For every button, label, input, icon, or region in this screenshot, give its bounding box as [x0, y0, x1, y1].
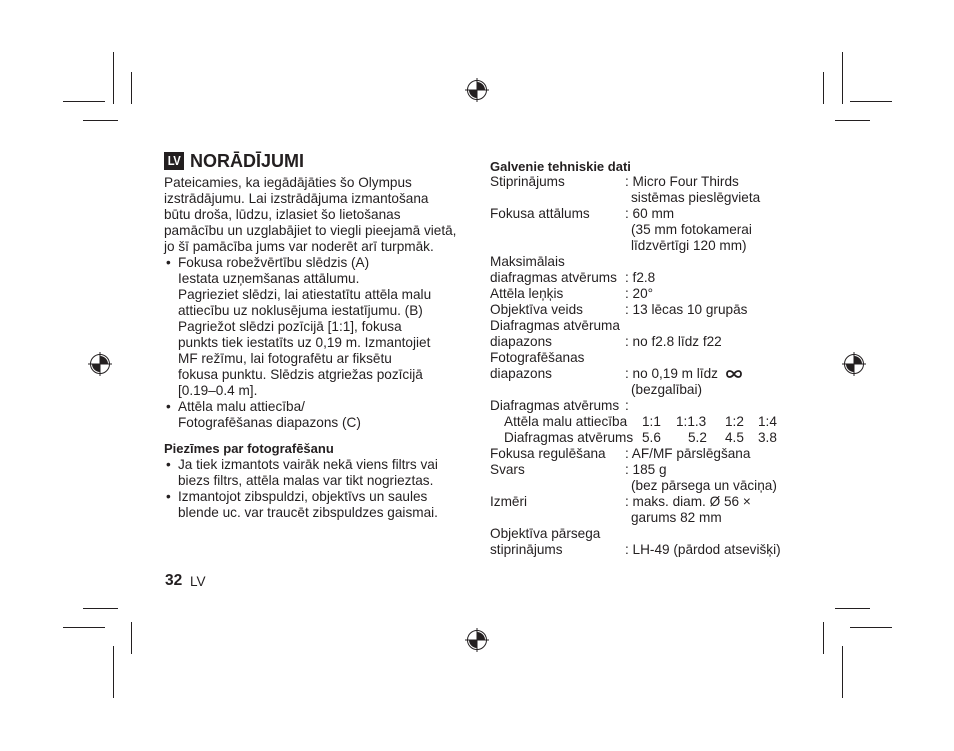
- spec-label: Svars: [490, 462, 525, 477]
- registration-mark-icon: [842, 352, 866, 376]
- crop-mark: [842, 646, 843, 698]
- spec-label: Objektīva pārsega: [490, 526, 601, 541]
- crop-mark: [113, 646, 114, 698]
- spec-label: diafragmas atvērums: [490, 270, 617, 285]
- intro-line: būtu droša, lūdzu, izlasiet šo lietošanas: [164, 207, 401, 222]
- bullet-line: attiecību uz noklusējuma iestatījumu. (B): [178, 303, 423, 318]
- bullet-marker: •: [166, 489, 171, 504]
- bullet-line: Fotografēšanas diapazons (C): [178, 415, 361, 430]
- spec-label: Maksimālais: [490, 254, 565, 269]
- intro-line: jo šī pamācība jums var noderēt arī turpmāk.: [164, 239, 434, 254]
- bullet-marker: •: [166, 255, 171, 270]
- bullet-line: punkts tiek iestatīts uz 0,19 m. Izmantojiet: [178, 335, 431, 350]
- spec-value: :: [625, 398, 629, 413]
- spec-label: Diafragmas atvēruma: [490, 318, 620, 333]
- infinity-icon: [725, 369, 743, 379]
- language-badge: LV: [164, 152, 184, 170]
- bullet-marker: •: [166, 399, 171, 414]
- spec-value: sistēmas pieslēgvieta: [631, 190, 761, 205]
- intro-line: izstrādājumu. Lai izstrādājuma izmantošana: [164, 191, 429, 206]
- spec-value: : 20°: [625, 286, 654, 301]
- note-line: Izmantojot zibspuldzi, objektīvs un saules: [178, 489, 428, 504]
- spec-value: : AF/MF pārslēgšana: [625, 446, 751, 461]
- registration-mark-icon: [465, 78, 489, 102]
- bullet-line: [0.19–0.4 m].: [178, 383, 258, 398]
- intro-line: Pateicamies, ka iegādājāties šo Olympus: [164, 175, 412, 190]
- crop-mark: [823, 72, 824, 104]
- spec-value: : maks. diam. Ø 56 ×: [625, 494, 751, 509]
- registration-mark-icon: [465, 628, 489, 652]
- section-title: NORĀDĪJUMI: [190, 151, 305, 171]
- bullet-line: Fokusa robežvērtību slēdzis (A): [178, 255, 370, 270]
- spec-label: Attēla leņķis: [490, 286, 564, 301]
- spec-label: Fokusa attālums: [490, 206, 590, 221]
- spec-cell: 1:1.3: [676, 414, 707, 429]
- spec-value: : no f2.8 līdz f22: [625, 334, 722, 349]
- bullet-marker: •: [166, 457, 171, 472]
- bullet-line: Pagrieziet slēdzi, lai atiestatītu attēla malu: [178, 287, 432, 302]
- spec-value: : no 0,19 m līdz: [625, 366, 718, 381]
- spec-label: diapazons: [490, 366, 552, 381]
- spec-sublabel: Attēla malu attiecība: [504, 414, 628, 429]
- spec-label: Stiprinājums: [490, 174, 565, 189]
- spec-value: (bezgalībai): [631, 382, 703, 397]
- spec-value: garums 82 mm: [631, 510, 722, 525]
- crop-mark: [835, 608, 870, 609]
- crop-mark: [113, 52, 114, 104]
- crop-mark: [83, 608, 118, 609]
- spec-label: diapazons: [490, 334, 552, 349]
- page-language: LV: [190, 574, 206, 589]
- spec-value: : Micro Four Thirds: [625, 174, 739, 189]
- spec-value: : 185 g: [625, 462, 667, 477]
- bullet-line: Iestata uzņemšanas attālumu.: [178, 271, 360, 286]
- crop-mark: [131, 72, 132, 104]
- spec-value: : 60 mm: [625, 206, 675, 221]
- crop-mark: [63, 627, 105, 628]
- note-line: Ja tiek izmantots vairāk nekā viens filtrs vai: [178, 457, 438, 472]
- registration-mark-icon: [88, 352, 112, 376]
- spec-value: līdzvērtīgi 120 mm): [631, 238, 747, 253]
- crop-mark: [850, 101, 892, 102]
- note-line: biezs filtrs, attēla malas var tikt nogrieztas.: [178, 473, 434, 488]
- spec-value: : LH-49 (pārdod atsevišķi): [625, 542, 781, 557]
- crop-mark: [83, 120, 118, 121]
- spec-label: stiprinājums: [490, 542, 563, 557]
- spec-cell: 1:1: [642, 414, 661, 429]
- intro-line: pamācību un uzglabājiet to viegli pieejamā vietā,: [164, 223, 457, 238]
- spec-value: : 13 lēcas 10 grupās: [625, 302, 748, 317]
- crop-mark: [850, 627, 892, 628]
- bullet-line: Attēla malu attiecība/: [178, 399, 305, 414]
- crop-mark: [842, 52, 843, 104]
- spec-cell: 5.6: [642, 430, 661, 445]
- spec-label: Objektīva veids: [490, 302, 583, 317]
- spec-cell: 4.5: [725, 430, 744, 445]
- spec-sublabel: Diafragmas atvērums: [504, 430, 634, 445]
- spec-label: Diafragmas atvērums: [490, 398, 620, 413]
- spec-label: Fotografēšanas: [490, 350, 585, 365]
- spec-cell: 5.2: [688, 430, 707, 445]
- page-number: 32: [165, 572, 183, 589]
- spec-cell: 1:4: [758, 414, 777, 429]
- spec-cell: 3.8: [758, 430, 777, 445]
- crop-mark: [835, 120, 870, 121]
- bullet-line: Pagriežot slēdzi pozīcijā [1:1], fokusa: [178, 319, 402, 334]
- bullet-line: MF režīmu, lai fotografētu ar fiksētu: [178, 351, 392, 366]
- notes-title: Piezīmes par fotografēšanu: [164, 441, 334, 456]
- spec-label: Izmēri: [490, 494, 528, 509]
- spec-cell: 1:2: [725, 414, 744, 429]
- crop-mark: [63, 101, 105, 102]
- spec-value: (bez pārsega un vāciņa): [631, 478, 777, 493]
- spec-value: (35 mm fotokamerai: [631, 222, 752, 237]
- spec-label: Fokusa regulēšana: [490, 446, 606, 461]
- crop-mark: [131, 622, 132, 654]
- crop-mark: [823, 622, 824, 654]
- note-line: blende uc. var traucēt zibspuldzes gaismai.: [178, 505, 438, 520]
- bullet-line: fokusa punktu. Slēdzis atgriežas pozīcijā: [178, 367, 423, 382]
- spec-value: : f2.8: [625, 270, 656, 285]
- specs-title: Galvenie tehniskie dati: [490, 159, 631, 174]
